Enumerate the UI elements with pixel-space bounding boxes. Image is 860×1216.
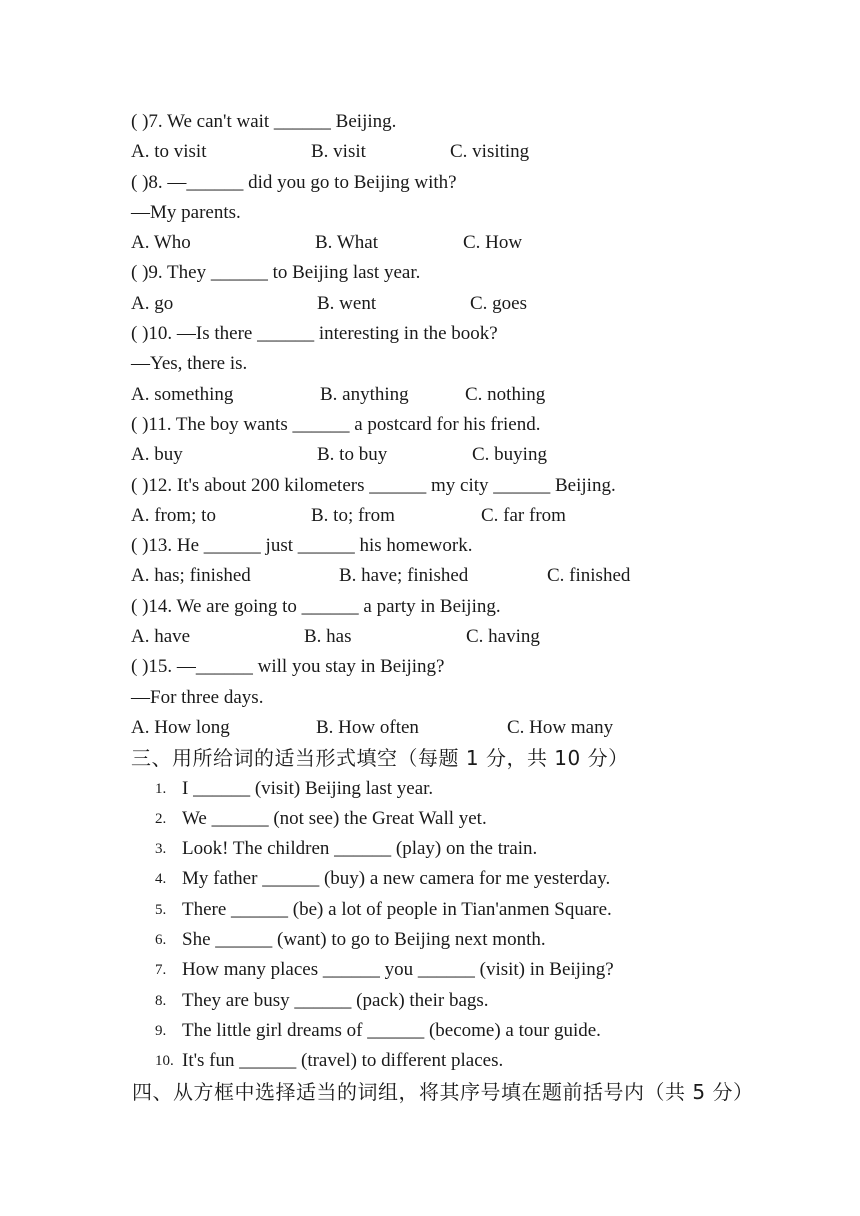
- option-c: C. visiting: [450, 141, 530, 163]
- question-stem: ( )8. —______ did you go to Beijing with?: [131, 171, 457, 193]
- option-a: A. something: [131, 383, 234, 405]
- question-options: [131, 561, 811, 591]
- fill-in-item: [131, 1016, 811, 1046]
- item-number: 3.: [155, 841, 167, 858]
- question-reply: —For three days.: [131, 686, 264, 708]
- fill-in-item: [131, 864, 811, 894]
- question-options: [131, 440, 811, 470]
- question-options: [131, 228, 811, 258]
- fill-in-item: [131, 986, 811, 1016]
- option-b: B. to; from: [311, 504, 395, 526]
- question-reply: —My parents.: [131, 201, 241, 223]
- item-text: They are busy ______ (pack) their bags.: [182, 989, 489, 1011]
- item-text: I ______ (visit) Beijing last year.: [182, 777, 434, 799]
- item-number: 9.: [155, 1022, 167, 1039]
- question-options: [131, 713, 811, 743]
- question-stem: ( )14. We are going to ______ a party in Beijing.: [131, 595, 501, 617]
- option-a: A. from; to: [131, 504, 216, 526]
- fill-in-item: [131, 955, 811, 985]
- option-c: C. far from: [481, 504, 566, 526]
- option-c: C. How: [463, 232, 523, 254]
- option-b: B. went: [317, 292, 377, 314]
- question-stem: ( )15. —______ will you stay in Beijing?: [131, 656, 445, 678]
- item-number: 10.: [155, 1053, 174, 1070]
- option-a: A. has; finished: [131, 565, 251, 587]
- item-text: How many places ______ you ______ (visit) in Beijing?: [182, 959, 614, 981]
- item-number: 7.: [155, 962, 167, 979]
- question-options: [131, 501, 811, 531]
- question-stem: ( )11. The boy wants ______ a postcard for his friend.: [131, 413, 541, 435]
- question-options: [131, 380, 811, 410]
- option-c: C. having: [466, 626, 540, 648]
- option-b: B. anything: [320, 383, 409, 405]
- option-c: C. goes: [470, 292, 527, 314]
- option-b: B. to buy: [317, 444, 388, 466]
- fill-in-item: [131, 925, 811, 955]
- question-options: [131, 622, 811, 652]
- section-3-title: 三、用所给词的适当形式填空（每题 1 分，共 10 分）: [131, 746, 629, 771]
- item-text: The little girl dreams of ______ (become) a tour guide.: [182, 1019, 601, 1041]
- question-stem: ( )13. He ______ just ______ his homework.: [131, 535, 473, 557]
- option-c: C. nothing: [465, 383, 546, 405]
- option-c: C. buying: [472, 444, 547, 466]
- fill-in-item: [131, 804, 811, 834]
- option-b: B. has: [304, 626, 352, 648]
- item-text: It's fun ______ (travel) to different places.: [182, 1050, 504, 1072]
- option-a: A. to visit: [131, 141, 207, 163]
- option-a: A. Who: [131, 232, 191, 254]
- question-options: [131, 137, 811, 167]
- item-text: We ______ (not see) the Great Wall yet.: [182, 807, 487, 829]
- item-number: 1.: [155, 780, 167, 797]
- question-options: [131, 289, 811, 319]
- item-text: She ______ (want) to go to Beijing next month.: [182, 929, 546, 951]
- item-text: There ______ (be) a lot of people in Tian'anmen Square.: [182, 898, 612, 920]
- item-number: 5.: [155, 901, 167, 918]
- item-number: 2.: [155, 810, 167, 827]
- question-stem: ( )10. —Is there ______ interesting in the book?: [131, 323, 498, 345]
- option-c: C. How many: [507, 716, 614, 738]
- fill-in-item: [131, 774, 811, 804]
- option-b: B. What: [315, 232, 378, 254]
- question-reply: —Yes, there is.: [131, 353, 248, 375]
- fill-in-item: [131, 895, 811, 925]
- option-a: A. have: [131, 626, 191, 648]
- fill-in-item: [131, 834, 811, 864]
- option-b: B. have; finished: [339, 565, 469, 587]
- question-stem: ( )7. We can't wait ______ Beijing.: [131, 111, 397, 132]
- option-b: B. visit: [311, 141, 366, 163]
- option-c: C. finished: [547, 565, 631, 587]
- item-text: My father ______ (buy) a new camera for me yesterday.: [182, 868, 611, 890]
- section-4-title: 四、从方框中选择适当的词组，将其序号填在题前括号内（共 5 分）: [132, 1079, 754, 1104]
- option-a: A. How long: [131, 716, 230, 738]
- fill-in-item: [131, 1046, 811, 1076]
- question-stem: ( )12. It's about 200 kilometers ______ my city ______ Beijing.: [131, 474, 616, 496]
- question-stem: ( )9. They ______ to Beijing last year.: [131, 262, 421, 284]
- item-number: 4.: [155, 871, 167, 888]
- option-a: A. buy: [131, 444, 183, 466]
- option-b: B. How often: [316, 716, 419, 738]
- option-a: A. go: [131, 292, 174, 314]
- item-text: Look! The children ______ (play) on the train.: [182, 838, 538, 860]
- worksheet-content: [131, 107, 811, 1107]
- item-number: 6.: [155, 932, 167, 949]
- item-number: 8.: [155, 992, 167, 1009]
